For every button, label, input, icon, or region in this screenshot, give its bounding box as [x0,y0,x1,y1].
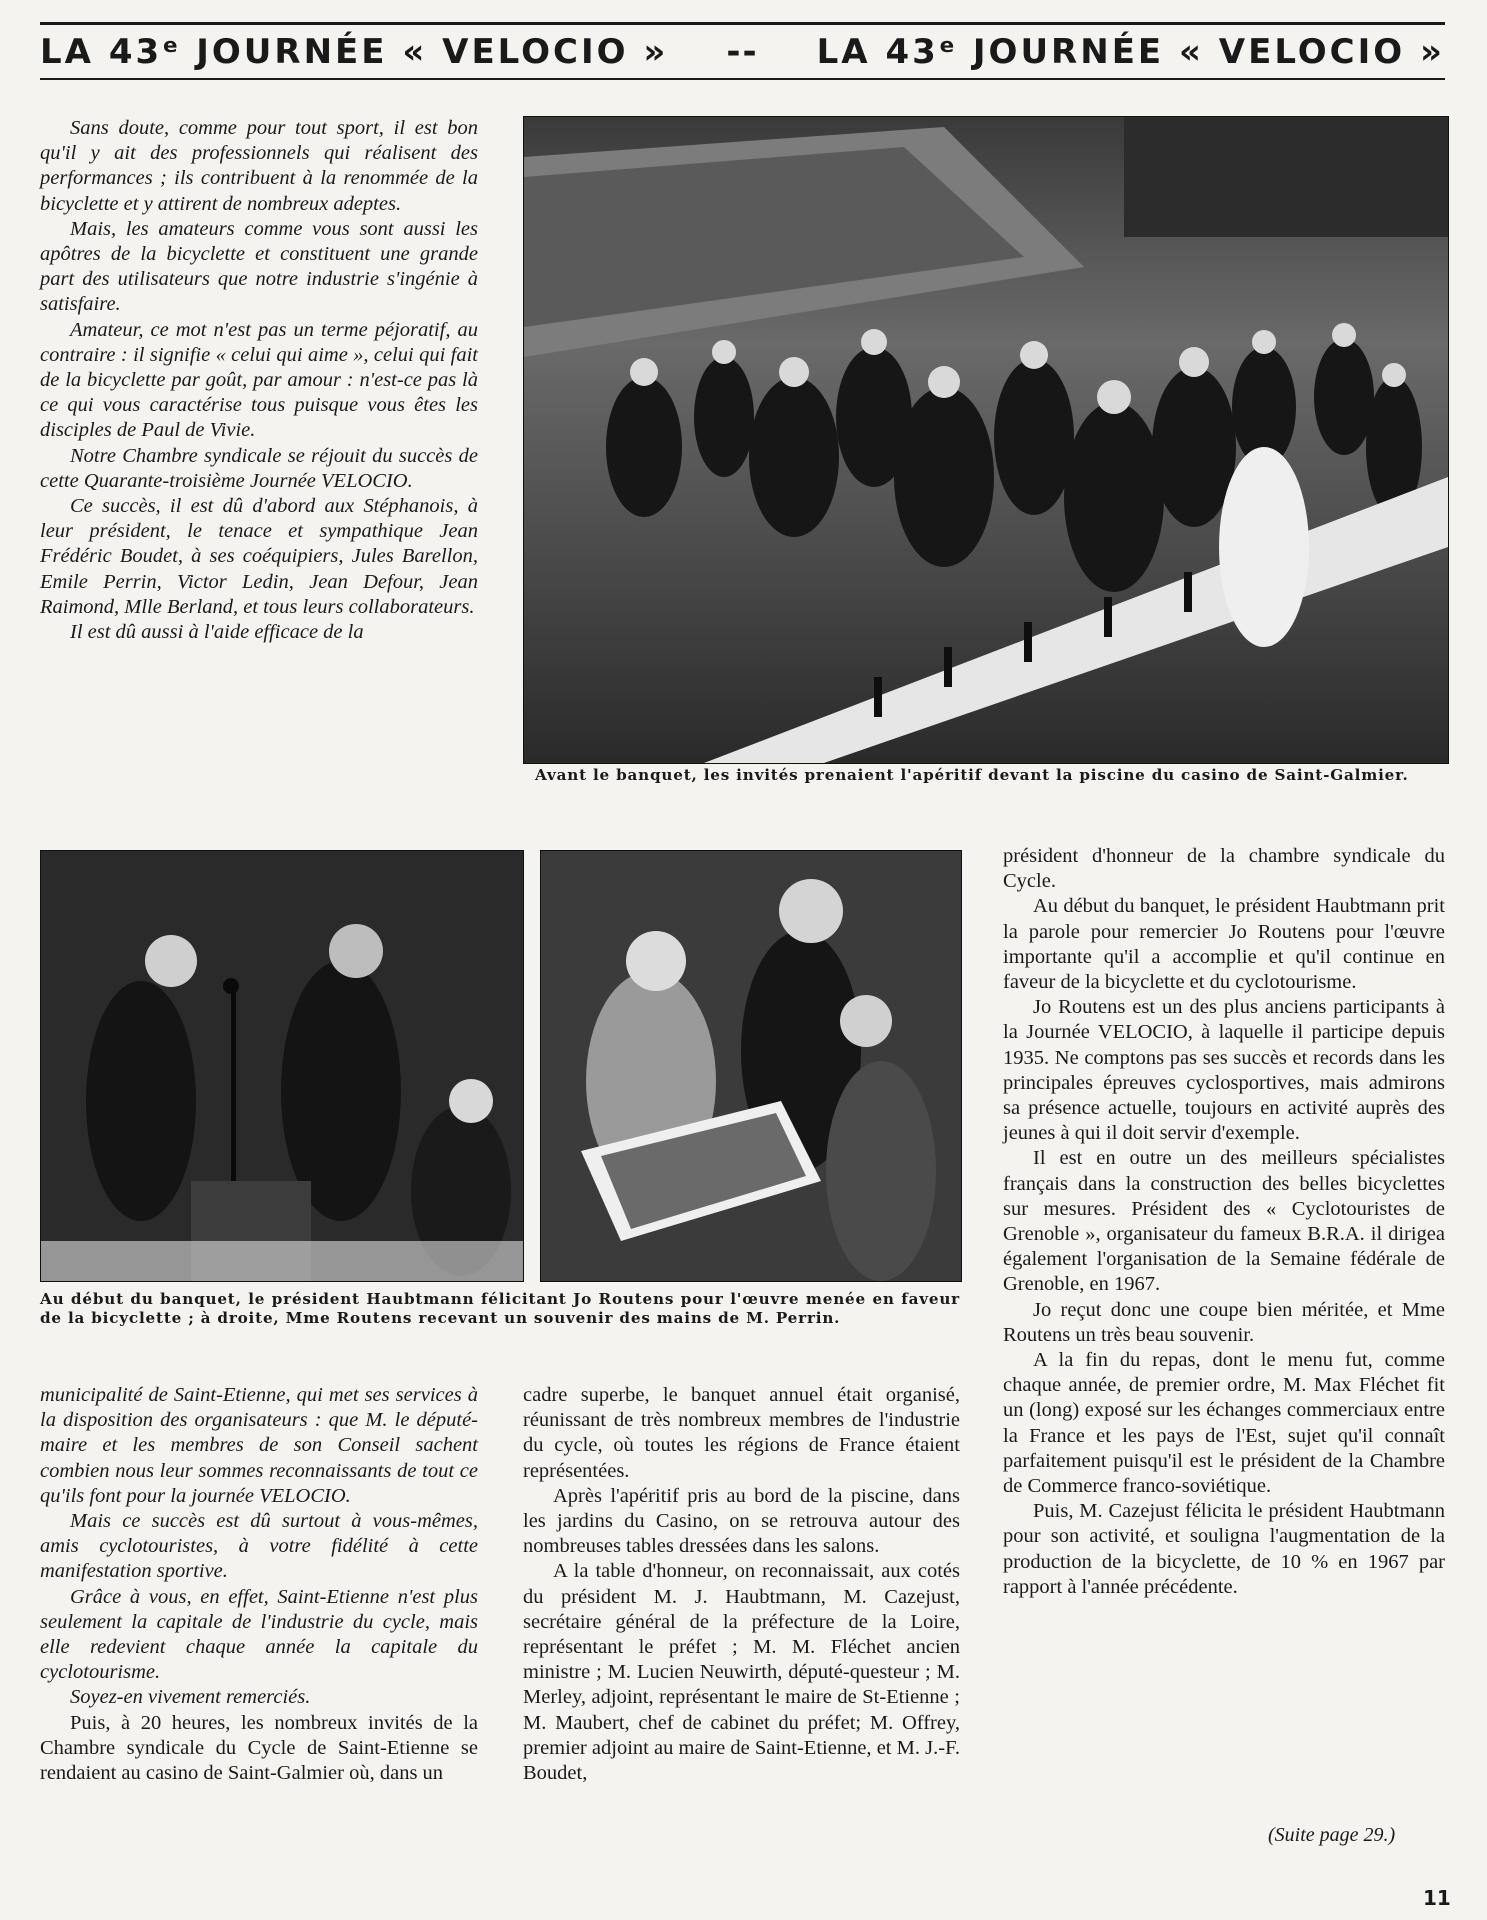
left-bottom-paragraph: Soyez-en vivement remerciés. [70,1686,311,1709]
middle-bottom-paragraph: A la table d'honneur, on reconnaissait, aux cotés du président M. J. Haubtmann, M. Cazejust, secrétaire général de la préfecture de la Loire, représentant le préfet ; M. M. Fléchet ancien ministre ; M. Lucien Neuwirth, député-questeur ; M. Merley, adjoint, représentant le maire de St-Etienne ; M. Maubert, chef de cabinet du préfet; M. Offrey, premier adjoint au maire de Saint-Etienne, et M. J.-F. Boudet, [523,1560,960,1785]
page-headline [40,28,1445,76]
caption-middle-photos: Au début du banquet, le président Haubtmann félicitant Jo Routens pour l'œuvre menée en faveur de la bicyclette ; à droite, Mme Routens recevant un souvenir des mains de M. Perrin. [40,1290,960,1327]
right-paragraph: Jo reçut donc une coupe bien méritée, et Mme Routens un très beau souvenir. [1003,1298,1445,1346]
continued-note: (Suite page 29.) [1268,1824,1396,1846]
header-bottom-rule [40,78,1445,80]
right-paragraph: A la fin du repas, dont le menu fut, comme chaque année, de premier ordre, M. Max Fléchet fit un (long) exposé sur les échanges commerciaux entre la France et les pays de l'Est, sujet qu'il connaît parfaitement puisqu'il est le président de la Chambre de Commerce franco-soviétique. [1003,1349,1445,1498]
right-paragraph: Il est en outre un des meilleurs spécialistes français dans la construction des belles bicyclettes sur mesures. Président des « Cyclotouristes de Grenoble », organisateur du fameux B.R.A. il dirigea également l'organisation de la Semaine fédérale de Grenoble, en 1967. [1003,1147,1445,1296]
handshake-photo [40,850,524,1282]
right-column [1003,844,1445,1600]
left-bottom-paragraph: Puis, à 20 heures, les nombreux invités de la Chambre syndicale du Cycle de Saint-Etienne se rendaient au casino de Saint-Galmier où, dans un [40,1711,478,1785]
intro-paragraph: Mais, les amateurs comme vous sont aussi les apôtres de la bicyclette et constituent une grande part des utilisateurs que notre industrie s'ingénie à satisfaire. [40,217,478,316]
left-bottom-paragraph: Grâce à vous, en effet, Saint-Etienne n'est plus seulement la capitale de l'industrie du cycle, mais elle redevient chaque année la capitale du cyclotourisme. [40,1585,478,1684]
headline-right: LA 43ᵉ JOURNÉE « VELOCIO » [816,32,1445,72]
page-number: 11 [1423,1886,1451,1910]
header-top-rule [40,22,1445,25]
intro-paragraph: Il est dû aussi à l'aide efficace de la [70,621,364,644]
middle-bottom-paragraph: cadre superbe, le banquet annuel était organisé, réunissant de très nombreux membres de l'industrie du cycle, où toutes les régions de France étaient représentées. [523,1384,960,1482]
middle-bottom-paragraph: Après l'apéritif pris au bord de la piscine, dans les jardins du Casino, on se retrouva autour des nombreuses tables dressées dans les salons. [523,1484,960,1558]
intro-column [40,116,478,645]
left-bottom-column [40,1383,478,1786]
left-bottom-paragraph: Mais ce succès est dû surtout à vous-mêmes, amis cyclotouristes, à votre fidélité à cette manifestation sportive. [40,1510,478,1583]
intro-paragraph: Amateur, ce mot n'est pas un terme péjoratif, au contraire : il signifie « celui qui aime », celui qui fait de la bicyclette par goût, par amour : n'est-ce pas là ce qui vous caractérise tous puisque vous êtes les disciples de Paul de Vivie. [40,318,478,442]
right-paragraph: président d'honneur de la chambre syndicale du Cycle. [1003,845,1445,893]
left-bottom-paragraph: municipalité de Saint-Etienne, qui met ses services à la disposition des organisateurs : que M. le député-maire et les membres de son Conseil sachent combien nous leur sommes reconnaissants de tout ce qu'ils font pour la journée VELOCIO. [40,1384,478,1507]
intro-paragraph: Sans doute, comme pour tout sport, il est bon qu'il y ait des professionnels qui réalisent des performances ; ils contribuent à la renommée de la bicyclette et y attirent de nombreux adeptes. [40,117,478,215]
right-paragraph: Au début du banquet, le président Haubtmann prit la parole pour remercier Jo Routens pour l'œuvre importante qu'il a accomplie et qu'il continue en faveur de la bicyclette et du cyclotourisme. [1003,895,1445,994]
headline-left: LA 43ᵉ JOURNÉE « VELOCIO » [40,32,669,72]
right-paragraph: Jo Routens est un des plus anciens participants à la Journée VELOCIO, à laquelle il participe depuis 1935. Ne comptons pas ses succès et records dans les principales épreuves cyclosportives, mais admirons sa présence actuelle, toujours en activité auprès des jeunes à qui il doit servir d'exemple. [1003,996,1445,1145]
caption-top-photo: Avant le banquet, les invités prenaient l'apéritif devant la piscine du casino de Saint-Galmier. [535,766,1409,784]
middle-bottom-column [523,1383,960,1786]
headline-separator: -- [726,32,759,72]
intro-paragraph: Notre Chambre syndicale se réjouit du succès de cette Quarante-troisième Journée VELOCIO. [40,444,478,492]
gift-photo [540,850,962,1282]
pool-aperitif-photo [523,116,1449,764]
intro-paragraph: Ce succès, il est dû d'abord aux Stéphanois, à leur président, le tenace et sympathique Jean Frédéric Boudet, à ses coéquipiers, Jules Barellon, Emile Perrin, Victor Ledin, Jean Defour, Jean Raimond, Mlle Berland, et tous leurs collaborateurs. [40,495,478,618]
right-paragraph: Puis, M. Cazejust félicita le président Haubtmann pour son activité, et souligna l'augmentation de la production de la bicyclette, de 10 % en 1967 par rapport à l'année précédente. [1003,1500,1445,1598]
